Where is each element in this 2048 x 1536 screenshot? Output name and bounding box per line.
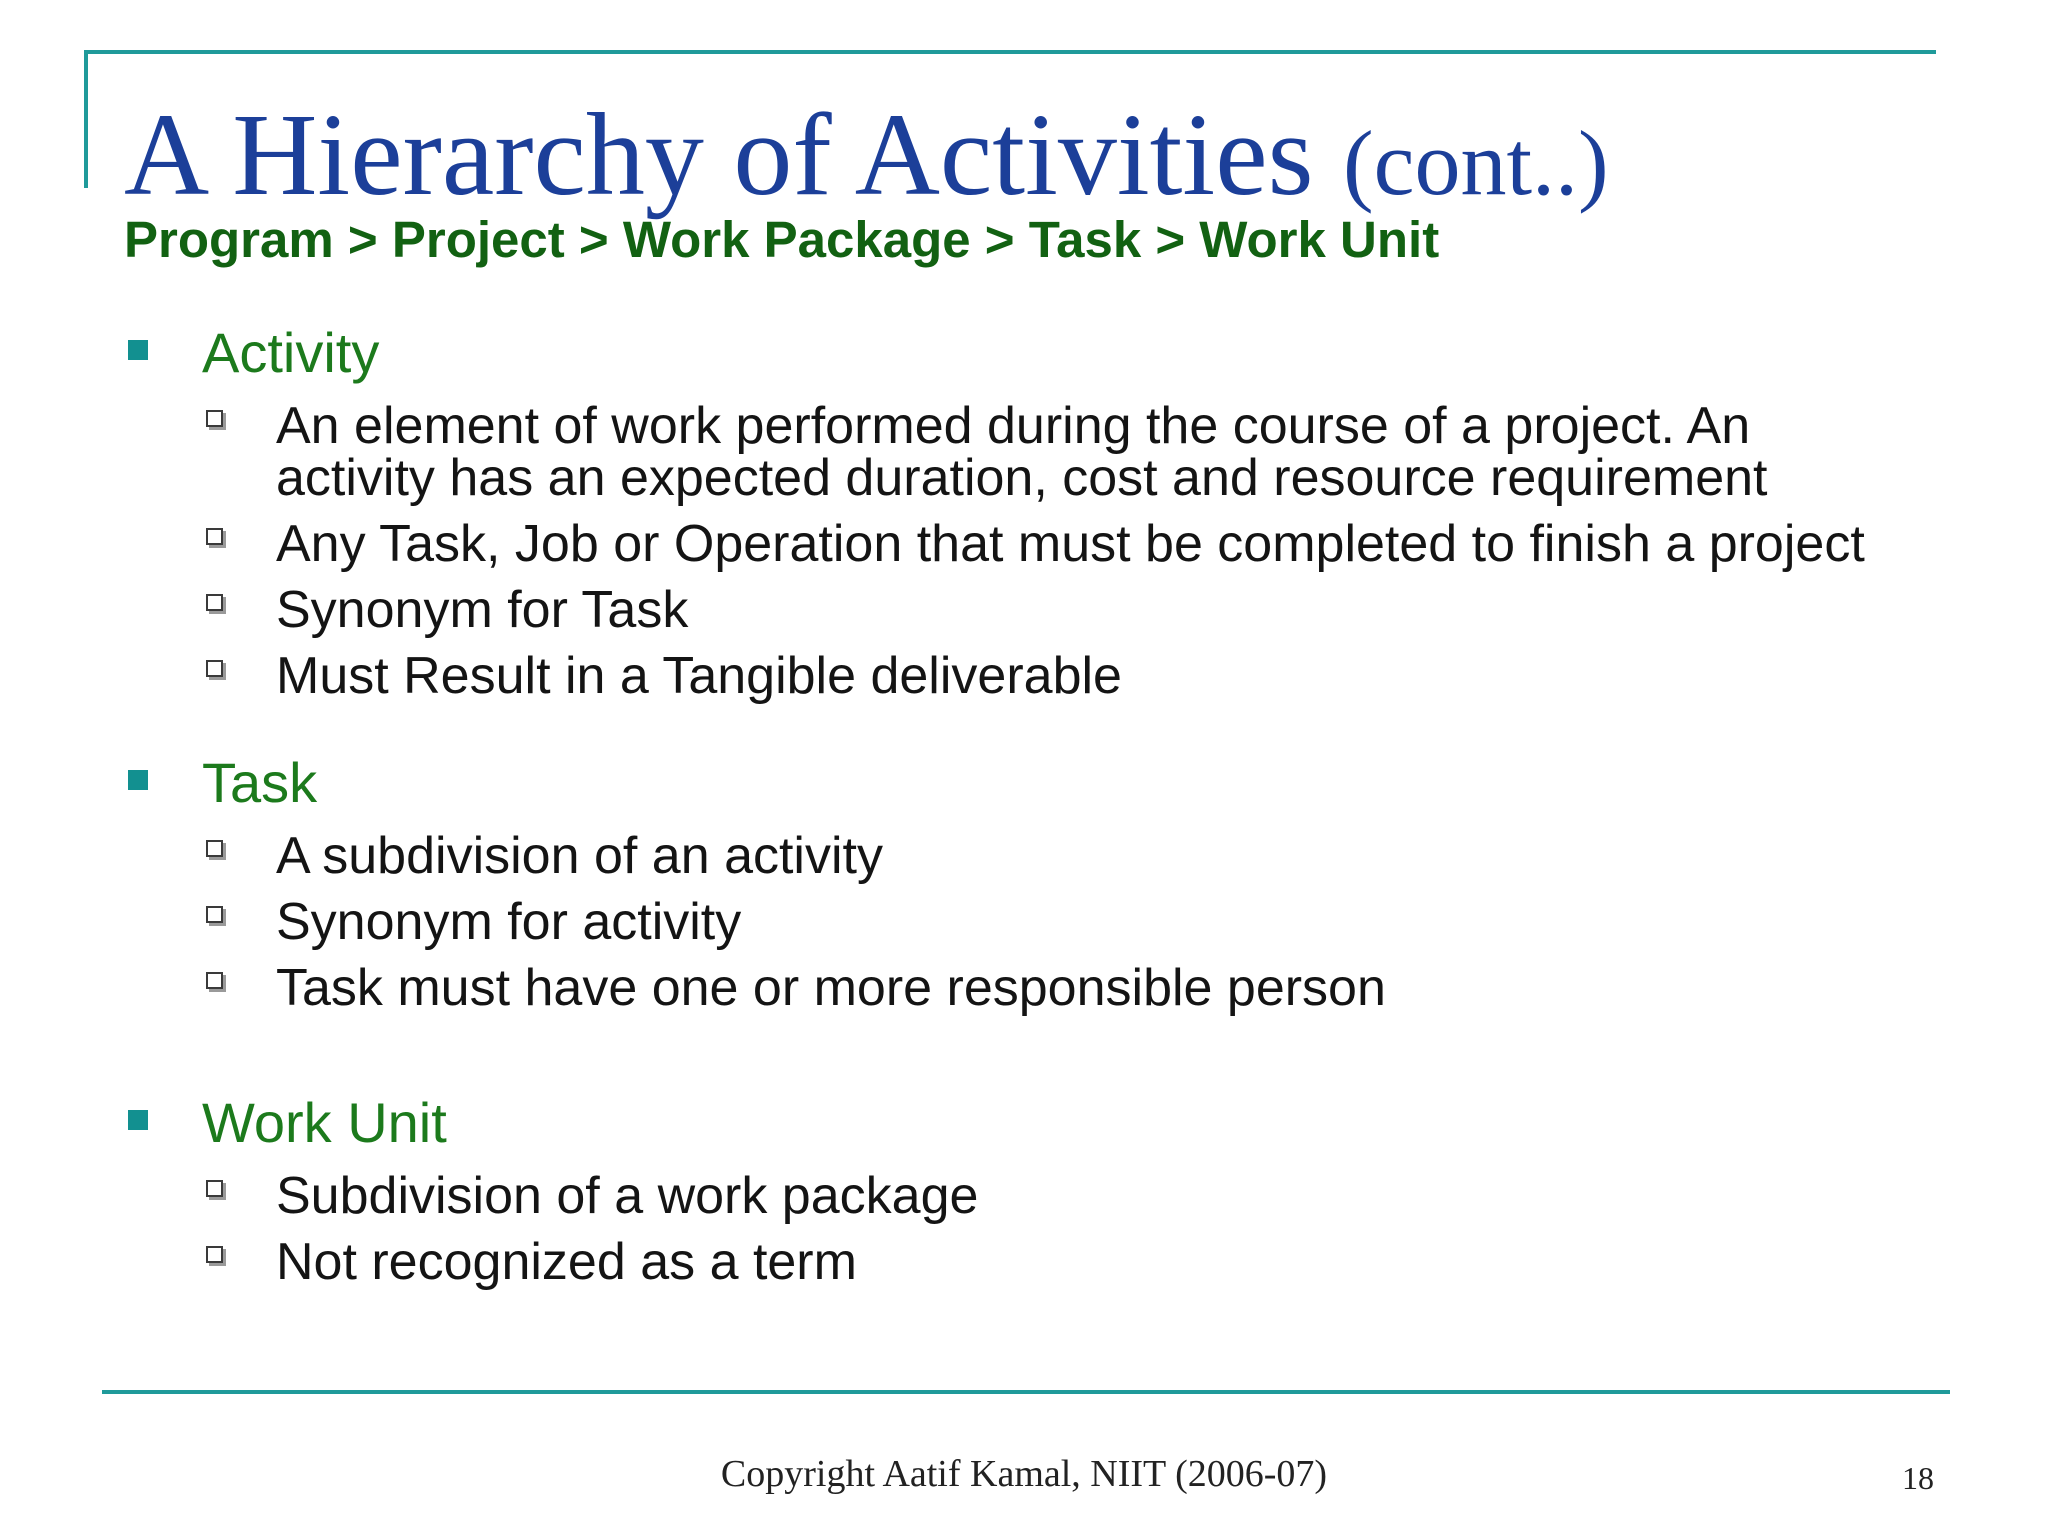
hollow-square-bullet-icon — [206, 410, 223, 427]
hollow-square-bullet-icon — [206, 1180, 223, 1197]
section-activity — [124, 320, 1874, 705]
hollow-square-bullet-icon — [206, 1246, 223, 1263]
hollow-square-bullet-icon — [206, 660, 223, 677]
sub-point-text: Synonym for activity — [276, 893, 742, 951]
sub-point — [124, 1167, 1874, 1225]
sub-point-text: Must Result in a Tangible deliverable — [276, 647, 1122, 705]
sub-point-text: A subdivision of an activity — [276, 827, 883, 885]
section-heading-label: Task — [202, 751, 318, 814]
section-heading-label: Activity — [202, 321, 380, 384]
hollow-square-bullet-icon — [206, 972, 223, 989]
top-rule — [84, 50, 1936, 54]
section-heading — [124, 1090, 1874, 1156]
square-bullet-icon — [128, 1110, 148, 1130]
sub-point — [124, 647, 1874, 705]
hollow-square-bullet-icon — [206, 594, 223, 611]
hollow-square-bullet-icon — [206, 528, 223, 545]
sub-point — [124, 959, 1874, 1017]
section-heading — [124, 320, 1874, 386]
section-task — [124, 750, 1874, 1017]
section-work-unit — [124, 1090, 1874, 1291]
sub-point — [124, 515, 1874, 573]
slide-title-suffix: (cont..) — [1343, 112, 1609, 214]
sub-point — [124, 1233, 1874, 1291]
square-bullet-icon — [128, 340, 148, 360]
left-rule — [84, 50, 88, 188]
copyright-footer: Copyright Aatif Kamal, NIIT (2006-07) — [720, 1453, 1328, 1495]
sub-point — [124, 581, 1874, 639]
slide-content — [124, 320, 1874, 1291]
square-bullet-icon — [128, 770, 148, 790]
sub-point-text: Task must have one or more responsible person — [276, 959, 1386, 1017]
sub-point-text: Subdivision of a work package — [276, 1167, 979, 1225]
hierarchy-subtitle: Program > Project > Work Package > Task > Work Unit — [124, 211, 1440, 268]
sub-point — [124, 827, 1874, 885]
sub-point-text: Synonym for Task — [276, 581, 689, 639]
sub-point-text: Not recognized as a term — [276, 1233, 857, 1291]
hollow-square-bullet-icon — [206, 906, 223, 923]
hollow-square-bullet-icon — [206, 840, 223, 857]
sub-point-text: An element of work performed during the course of a project. An activity has an expected duration, cost and resource requirement — [276, 397, 1768, 507]
section-heading-label: Work Unit — [202, 1091, 447, 1154]
slide-title-main: A Hierarchy of Activities — [124, 89, 1314, 220]
sub-point — [124, 397, 1874, 507]
section-heading — [124, 750, 1874, 816]
sub-point-text: Any Task, Job or Operation that must be completed to finish a project — [276, 515, 1865, 573]
page-number: 18 — [1902, 1460, 1934, 1496]
sub-point — [124, 893, 1874, 951]
bottom-rule — [102, 1390, 1950, 1394]
slide-title — [124, 89, 1609, 220]
